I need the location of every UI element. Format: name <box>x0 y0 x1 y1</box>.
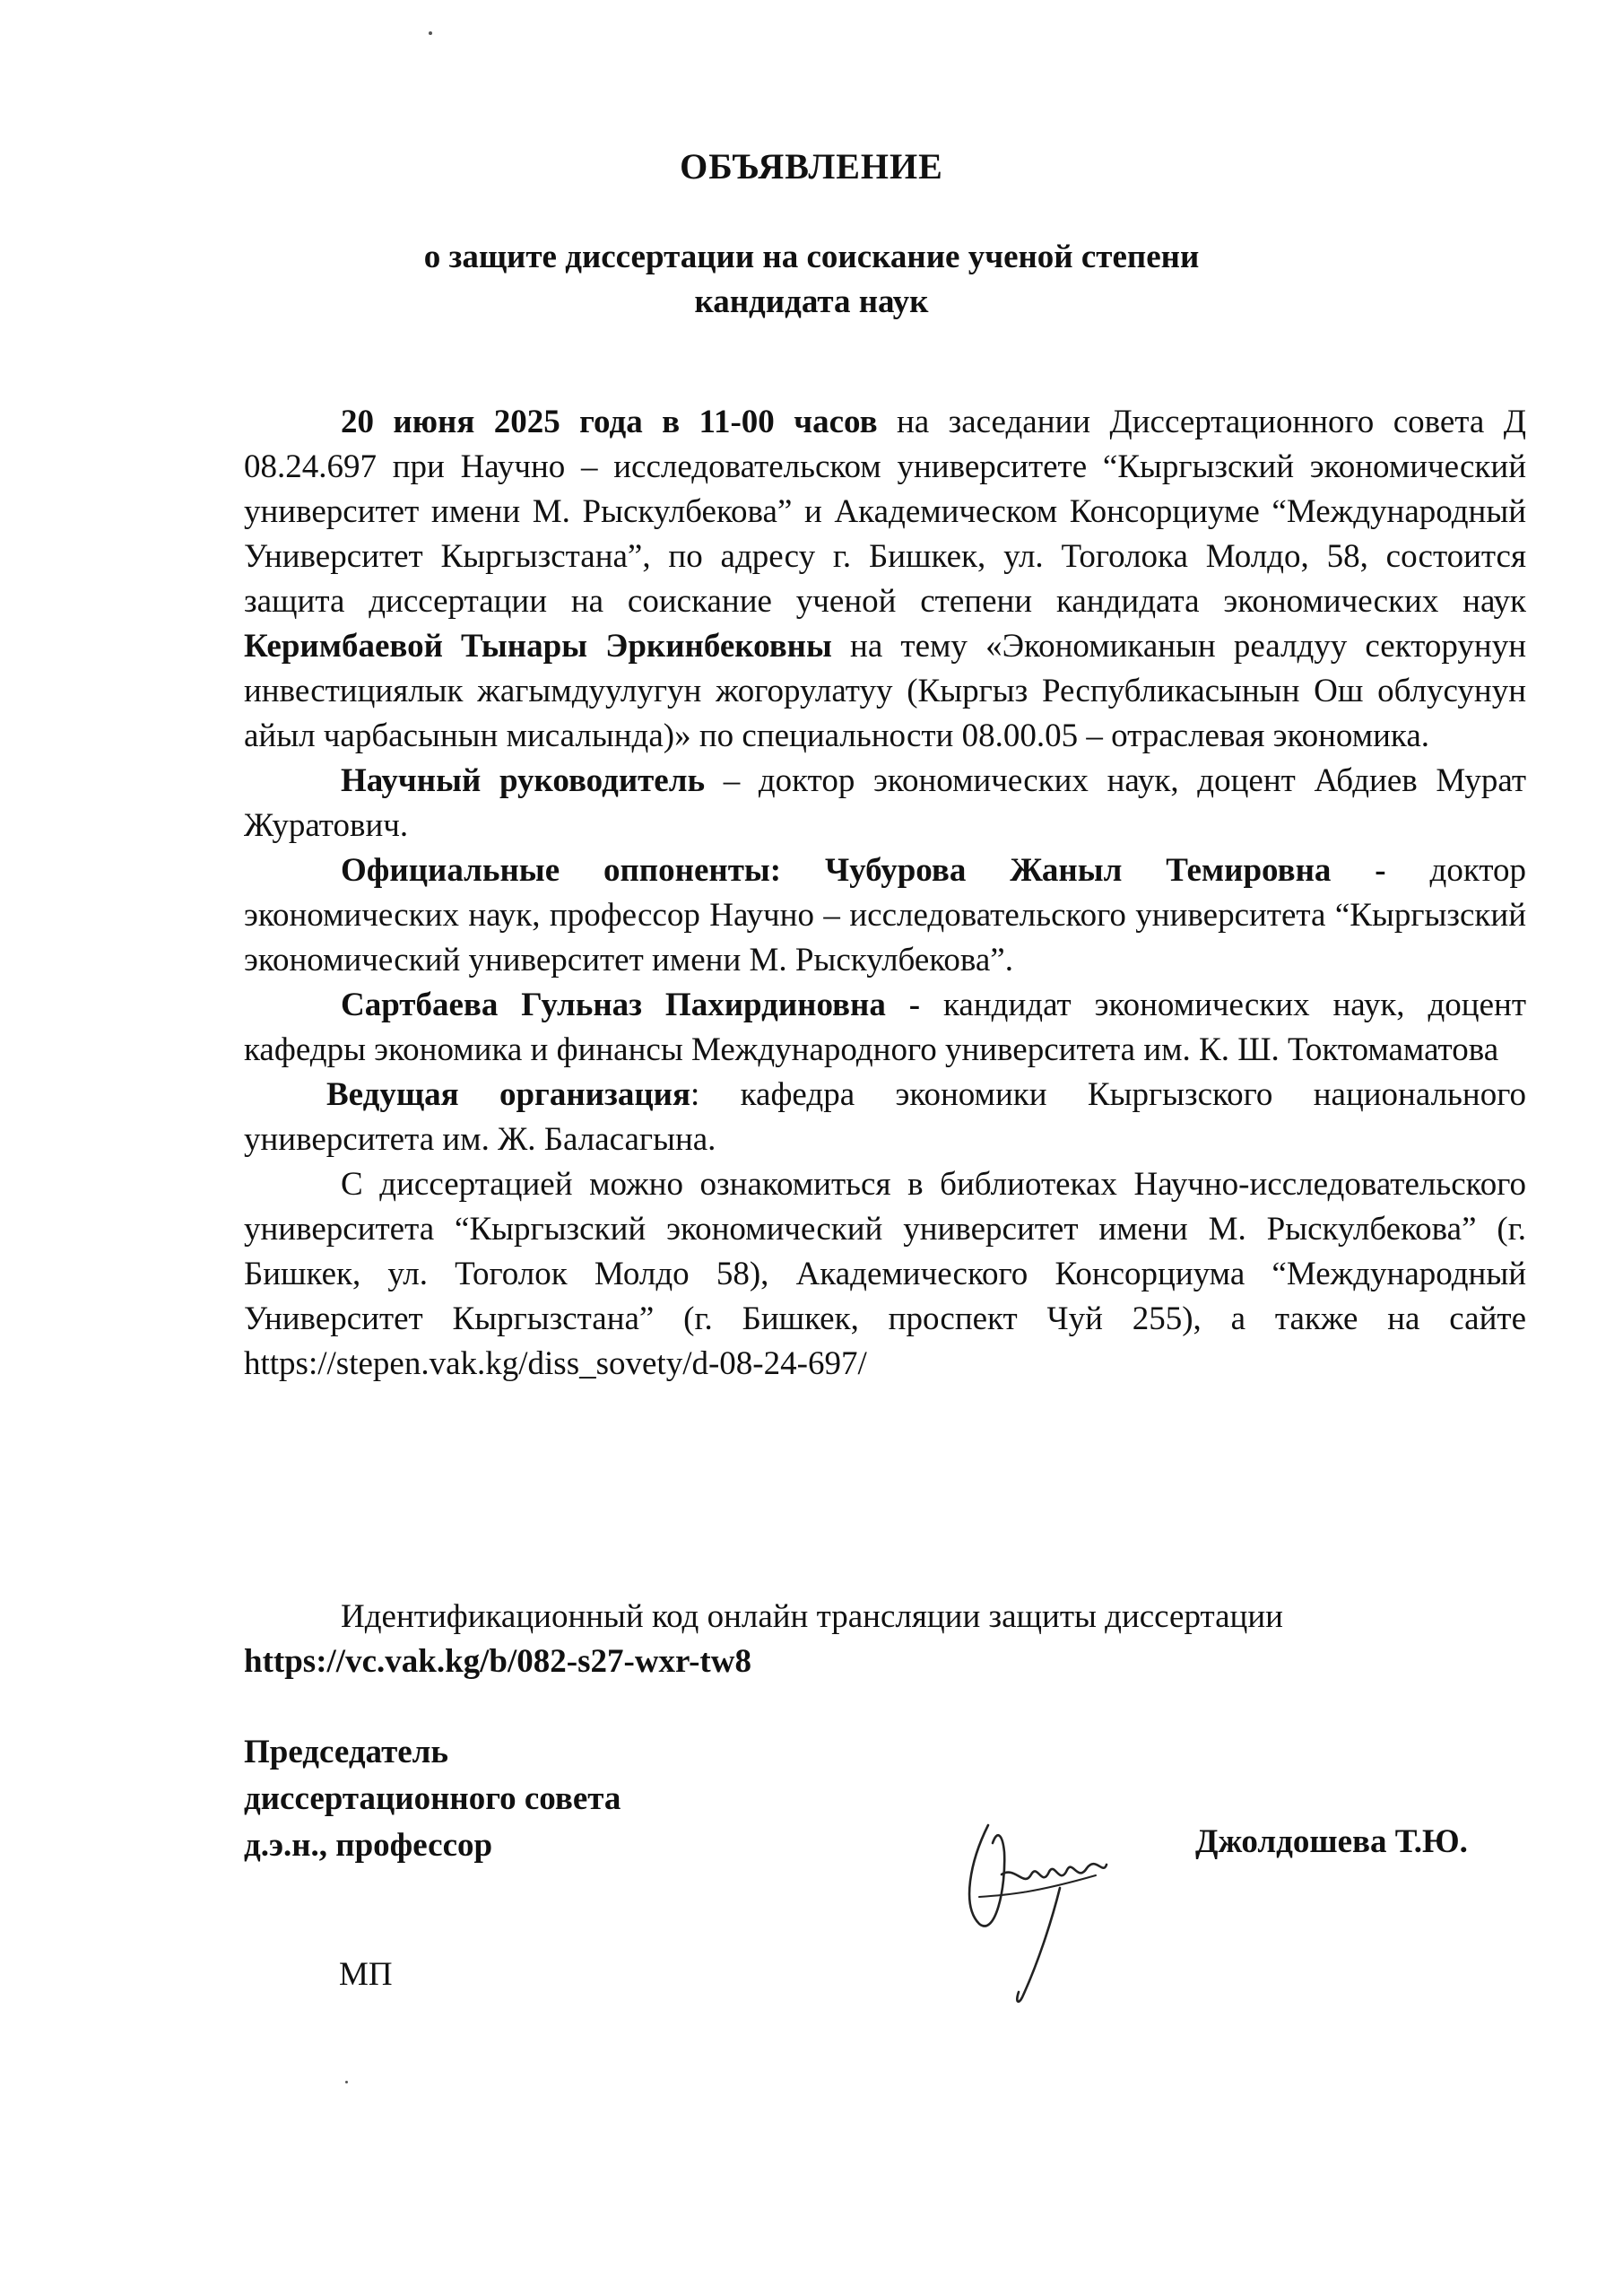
scan-speck <box>429 31 432 35</box>
subtitle-line-2: кандидата наук <box>694 283 929 320</box>
chairman-title-line-1: Председатель <box>244 1734 448 1770</box>
lead-organization-label: Ведущая организация <box>326 1076 690 1113</box>
chairman-title-line-2: диссертационного совета <box>244 1780 621 1817</box>
opponent-1-text: доктор экономических наук, профессор Научно – исследовательского университета “Кыргызский экономический университет имени М. Рыскулбекова”. <box>244 852 1527 978</box>
defense-date-time: 20 июня 2025 года в 11-00 часов <box>341 404 878 440</box>
lead-organization-paragraph <box>244 1073 1526 1162</box>
lead-organization-text: : кафедра экономики Кыргызского национального университета им. Ж. Баласагына. <box>244 1076 1526 1158</box>
candidate-name: Керимбаевой Тынары Эркинбековны <box>244 628 832 665</box>
supervisor-label: Научный руководитель <box>341 762 706 799</box>
announcement-paragraph <box>244 400 1526 759</box>
opponent-1-paragraph <box>244 848 1526 983</box>
supervisor-text: – доктор экономических наук, доцент Абдиев Мурат Журатович. <box>244 762 1526 844</box>
chairman-name: Джолдошева Т.Ю. <box>1195 1823 1468 1860</box>
stamp-placeholder: МП <box>339 1956 393 1993</box>
handwritten-signature <box>952 1789 1132 2009</box>
document-subtitle <box>0 235 1623 325</box>
stream-block <box>244 1595 1535 1684</box>
opponent-2-text: кандидат экономических наук, доцент кафедры экономика и финансы Международного университета им. К. Ш. Токтомаматова <box>244 987 1526 1068</box>
document-title: ОБЪЯВЛЕНИЕ <box>680 146 943 187</box>
supervisor-paragraph <box>244 759 1526 848</box>
dissertation-topic: на тему «Экономиканын реалдуу секторунун инвестициялык жагымдуулугун жогорулатуу (Кыргыз Республикасынын Ош облусунун айыл чарбасынын мисалында)» по специальности 08.00.05 – отраслевая экономика. <box>244 628 1527 754</box>
opponent-2-paragraph <box>244 983 1526 1073</box>
opponent-2-name: Сартбаева Гульназ Пахирдиновна - <box>341 987 921 1023</box>
library-paragraph: С диссертацией можно ознакомиться в библиотеках Научно-исследовательского университета “Кыргызский экономический университет имени М. Рыскулбекова” (г. Бишкек, ул. Тоголок Молдо 58), Академического Консорциума “Международный Университет Кыргызстана” (г. Бишкек, проспект Чуй 255), а также на сайте https://stepen.vak.kg/diss_sovety/d-08-24-697/ <box>244 1166 1526 1382</box>
chairman-title-line-3: д.э.н., профессор <box>244 1827 493 1864</box>
chairman-block <box>244 1729 746 1869</box>
opponent-1-name: Чубурова Жаныл Темировна - <box>781 852 1386 889</box>
stream-label: Идентификационный код онлайн трансляции защиты диссертации <box>341 1598 1283 1635</box>
announcement-body <box>244 400 1526 1387</box>
stream-code: https://vc.vak.kg/b/082-s27-wxr-tw8 <box>244 1643 751 1680</box>
defense-details: на заседании Диссертационного совета Д 08.24.697 при Научно – исследовательском университете “Кыргызский экономический университет имени М. Рыскулбекова” и Академическом Консорциуме “Международный Университет Кыргызстана”, по адресу г. Бишкек, ул. Тоголока Молдо, 58, состоится защита диссертации на соискание ученой степени кандидата экономических наук <box>244 404 1527 620</box>
scan-speck <box>345 2081 348 2083</box>
opponents-label: Официальные оппоненты: <box>341 852 782 889</box>
subtitle-line-1: о защите диссертации на соискание ученой степени <box>423 239 1200 275</box>
